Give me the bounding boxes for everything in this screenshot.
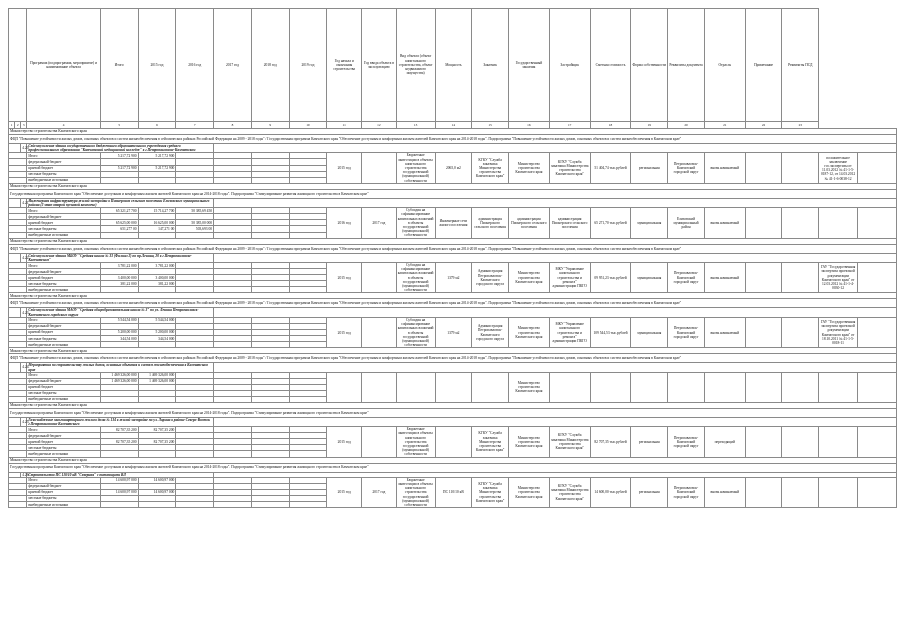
start-year: 2015 год	[327, 317, 362, 347]
finance-value: 65 321,27 700	[100, 208, 138, 214]
status-note: вновь начинаемый	[704, 208, 745, 238]
finance-value: 147,271 00	[138, 226, 176, 232]
customer: администрация Пионерского сельского поселения	[472, 208, 509, 238]
finance-value	[176, 502, 214, 508]
object-kind: Субсидия на софинансирование капитальных вложений в объекты государственной (муниципальной) собственности	[397, 208, 434, 238]
object-filler	[214, 363, 897, 372]
object-number: 4.24.	[21, 363, 27, 372]
blank-cell	[857, 477, 896, 507]
blank-cell	[857, 153, 896, 183]
finance-value: 344,54 000	[138, 336, 176, 342]
header-cell: Год ввода объекта в эксплуатацию	[362, 9, 397, 122]
program-label: ФЦП "Повышение устойчивости жилых домов, основных объектов и систем жизнеобеспечения в сейсмических районах Российской Федерации на 2009 - 2018 годы" / Государственная программа Камчатского края "Обеспечение доступным и комфортным жильем жителей Камчатского края на 2014-2018 годы". Подпрограмма "Повышение устойчивости жилых домов, основных объектов и систем жизнеобеспечения в Камчатском крае"	[9, 354, 897, 363]
object-spacer	[9, 198, 21, 207]
finance-value: 1 469 326,00 000	[138, 378, 176, 384]
estimated-cost	[590, 372, 631, 402]
developer: администрация Пионерского сельского поселения	[549, 208, 590, 238]
object-kind: Бюджетные инвестиции в объекты капитального строительства государственной (муниципальной) собственности	[396, 427, 435, 457]
program-label: ФЦП "Повышение устойчивости жилых домов, основных объектов и систем жизнеобеспечения в сейсмических районах Российской Федерации на 2009 - 2018 годы" / Государственная программа Камчатского края "Обеспечение доступным и комфортным жильем жителей Камчатского края на 2014-2018 годы". Подпрограмма "Повышение устойчивости жилых домов, основных объектов и систем жизнеобеспечения в Камчатском крае"	[9, 244, 897, 253]
object-kind: Бюджетные инвестиции в объекты капитального строительства государственной (муниципальной) собственности	[396, 153, 435, 183]
investment-table	[8, 8, 897, 508]
status-note: вновь начинаемый	[704, 477, 745, 507]
column-number: 21	[704, 122, 745, 129]
finance-value: 50 385,00 000	[176, 220, 214, 226]
end-year	[362, 317, 397, 347]
finance-label: Итого	[27, 427, 100, 433]
start-year: 2015 год	[327, 477, 362, 507]
finance-value: 5 217,72 900	[138, 153, 176, 159]
object-row	[9, 198, 897, 207]
blank-cell	[782, 263, 819, 293]
program-row	[9, 354, 897, 363]
object-row	[9, 308, 897, 317]
finance-value: 651,277 00	[100, 226, 138, 232]
finance-value: 5 544,54 000	[100, 317, 138, 323]
ownership-form: муниципальная	[631, 317, 668, 347]
ownership-form: муниципальная	[631, 263, 668, 293]
finance-value	[100, 502, 138, 508]
header-row	[9, 9, 897, 122]
status-note: вновь начинаемый	[704, 263, 745, 293]
estimated-cost: 09 951,23 тыс.рублей	[590, 263, 631, 293]
document-sheet	[8, 8, 897, 632]
object-filler	[214, 308, 897, 317]
finance-value: 14 600,97 000	[100, 489, 138, 495]
blank-cell	[782, 208, 819, 238]
state-customer: администрация Пионерского сельского поселения	[508, 208, 549, 238]
finance-value: 1 469 326,00 000	[138, 372, 176, 378]
finance-value: 381,22 000	[138, 281, 176, 287]
district: Петропавловск-Камчатский городской округ	[668, 317, 705, 347]
capacity: Инженерные сети жилого поселения	[435, 208, 472, 238]
finance-label: Итого	[27, 153, 100, 159]
finance-value: 65 625,00 000	[100, 220, 138, 226]
finance-label: федеральный бюджет	[27, 483, 100, 489]
finance-label: местные бюджеты	[27, 390, 100, 396]
header-cell	[9, 9, 27, 122]
object-number: 4.21.	[21, 198, 27, 207]
blank-cell	[782, 317, 819, 347]
end-year: 2017 год	[362, 208, 397, 238]
estimated-cost: 14 600,00 тыс.рублей	[590, 477, 631, 507]
developer: МКУ "Управление капитального строительства и ремонта" администрации ПКГО	[549, 263, 590, 293]
design-docs	[819, 427, 858, 457]
design-docs	[819, 372, 858, 402]
object-filler	[214, 144, 897, 153]
estimated-cost: 65 271,70 тыс.рублей	[590, 208, 631, 238]
capacity: 2065,0 м2	[435, 153, 472, 183]
start-year: 2015 год	[327, 263, 362, 293]
column-number: 12	[362, 122, 397, 129]
program-row	[9, 408, 897, 417]
finance-value: 381,22 000	[100, 281, 138, 287]
column-number: 14	[435, 122, 472, 129]
blank-cell	[857, 427, 896, 457]
column-number: 13	[396, 122, 435, 129]
blank-cell	[857, 372, 896, 402]
header-cell: 2015 год	[138, 9, 176, 122]
column-number: 7	[176, 122, 214, 129]
finance-label: федеральный бюджет	[27, 323, 100, 329]
object-spacer	[9, 308, 21, 317]
finance-label: Итого	[27, 263, 100, 269]
finance-label: краевой бюджет	[27, 330, 100, 336]
state-customer: Министерство строительства Камчатского края	[508, 477, 549, 507]
finance-label: федеральный бюджет	[27, 159, 100, 165]
column-number: 9	[251, 122, 289, 129]
finance-label: местные бюджеты	[27, 226, 100, 232]
customer: КГКУ "Служба заказчика Министерства строительства Камчатского края"	[472, 477, 509, 507]
blank-cell	[857, 317, 896, 347]
state-customer: Министерство строительства Камчатского края	[508, 317, 549, 347]
column-number: 22	[745, 122, 782, 129]
finance-value: 82 707,35 200	[100, 439, 138, 445]
customer	[472, 372, 509, 402]
status-note: вновь начинаемый	[704, 317, 745, 347]
finance-value: 5 217,72 900	[100, 165, 138, 171]
object-row	[9, 417, 897, 426]
finance-value: 5 217,72 900	[100, 153, 138, 159]
object-name: Мероприятия по строительству жилых домов, основных объектов и систем жизнеобеспечения в Камчатском крае	[27, 363, 214, 372]
object-spacer	[9, 363, 21, 372]
capacity: ПС 110/10 кВ	[435, 477, 472, 507]
end-year	[362, 427, 397, 457]
header-cell: Сметная стоимость	[590, 9, 631, 122]
finance-value: 82 707,35 200	[138, 427, 176, 433]
finance-value: 14 600,97 000	[138, 489, 176, 495]
finance-value	[289, 502, 327, 508]
header-cell: 2016 год	[176, 9, 214, 122]
developer: КГКУ "Служба заказчика Министерства строительства Камчатского края"	[549, 153, 590, 183]
developer	[549, 372, 590, 402]
finance-label: внебюджетные источники	[27, 177, 100, 183]
finance-label: внебюджетные источники	[27, 342, 100, 348]
blank-cell	[857, 263, 896, 293]
district: Елизовский муниципальный район	[668, 208, 705, 238]
object-kind: Бюджетные инвестиции в объекты капитального строительства государственной (муниципальной) собственности	[396, 477, 435, 507]
design-docs	[819, 208, 858, 238]
capacity: 1379 м2	[435, 317, 472, 347]
object-filler	[214, 417, 897, 426]
finance-value: 3 781,22 000	[138, 263, 176, 269]
column-number-row	[9, 122, 897, 129]
object-number: 4.25.	[21, 417, 27, 426]
state-customer: Министерство строительства Камчатского края	[508, 263, 549, 293]
end-year	[362, 372, 397, 402]
program-row	[9, 189, 897, 198]
program-row	[9, 135, 897, 144]
object-number: 4.23.	[21, 308, 27, 317]
finance-label: федеральный бюджет	[27, 378, 100, 384]
finance-value: 82 707,35 200	[100, 427, 138, 433]
finance-label: федеральный бюджет	[27, 269, 100, 275]
ministry-label: Министерство строительства Камчатского края	[9, 238, 897, 244]
object-spacer	[9, 417, 21, 426]
customer: КГКУ "Служба заказчика Министерства строительства Камчатского края"	[472, 153, 509, 183]
estimated-cost: 109 544,53 тыс.рублей	[590, 317, 631, 347]
object-kind: Субсидия на софинансирование капитальных вложений в объекты государственной (муниципальной) собственности	[397, 263, 434, 293]
finance-label: местные бюджеты	[27, 336, 100, 342]
header-cell: Программа (подпрограмма, мероприятие) и наименование объекта	[27, 9, 100, 122]
end-year	[362, 263, 397, 293]
ministry-label: Министерство строительства Камчатского края	[9, 348, 897, 354]
finance-value: 5 200,00 000	[100, 330, 138, 336]
column-number: 15	[472, 122, 509, 129]
district: Петропавловск-Камчатский городской округ	[668, 153, 705, 183]
blank-cell	[745, 372, 782, 402]
status-note: переходящий	[704, 427, 745, 457]
object-filler	[214, 198, 897, 207]
district: Петропавловск-Камчатский городской округ	[668, 427, 705, 457]
ministry-label: Министерство строительства Камчатского края	[9, 293, 897, 299]
design-docs	[819, 477, 858, 507]
finance-label: краевой бюджет	[27, 439, 100, 445]
finance-label: внебюджетные источники	[27, 451, 100, 457]
start-year: 2016 год	[327, 208, 362, 238]
column-number: 23	[782, 122, 819, 129]
estimated-cost: 51 404,74 тыс.рублей	[590, 153, 631, 183]
column-number: 2	[15, 122, 21, 129]
state-customer: Министерство строительства Камчатского края	[508, 153, 549, 183]
finance-value: 3 400,00 000	[138, 275, 176, 281]
finance-label: краевой бюджет	[27, 220, 100, 226]
blank-cell	[782, 153, 819, 183]
object-name: Строительство ПС 110/10 кВ "Северная" с питающими ВЛ	[27, 472, 214, 477]
object-kind: Субсидия на софинансирование капитальных вложений в объекты государственной (муниципальной) собственности	[397, 317, 434, 348]
column-number: 4	[27, 122, 100, 129]
program-label: Государственная программа Камчатского края "Обеспечение доступным и комфортным жильем жителей Камчатского края на 2014-2018 годы". Подпрограмма "Стимулирование развития жилищного строительства в Камчатском крае"	[9, 189, 897, 198]
program-label: ФЦП "Повышение устойчивости жилых домов, основных объектов и систем жизнеобеспечения в сейсмических районах Российской Федерации на 2009 - 2018 годы" / Государственная программа Камчатского края "Обеспечение доступным и комфортным жильем жителей Камчатского края на 2014-2018 годы". Подпрограмма "Повышение устойчивости жилых домов, основных объектов и систем жизнеобеспечения в Камчатском крае"	[9, 135, 897, 144]
blank-cell	[745, 208, 782, 238]
finance-label: краевой бюджет	[27, 275, 100, 281]
finance-value: 14 600,97 000	[100, 477, 138, 483]
header-cell: 2019 год	[289, 9, 327, 122]
ownership-form: региональная	[631, 477, 668, 507]
object-name: Инженерная инфраструктура жилой застройки в Пионерском сельском поселении Елизовского муниципального района (2 этап второй пусковой комплекс)	[27, 198, 214, 207]
finance-value: 5 544,54 000	[138, 317, 176, 323]
finance-label: краевой бюджет	[27, 165, 100, 171]
ministry-label: Министерство строительства Камчатского края	[9, 183, 897, 189]
finance-value: 3 781,22 000	[100, 263, 138, 269]
ministry-label: Министерство строительства Камчатского края	[9, 402, 897, 408]
finance-label: местные бюджеты	[27, 281, 100, 287]
capacity	[435, 427, 472, 457]
program-label: Государственная программа Камчатского края "Обеспечение доступным и комфортным жильем жителей Камчатского края на 2014-2018 годы". Подпрограмма "Стимулирование развития жилищного строительства в Камчатском крае"	[9, 408, 897, 417]
ministry-label: Министерство строительства Камчатского края	[9, 129, 897, 135]
object-spacer	[9, 253, 21, 262]
status-note: вновь начинаемый	[704, 153, 745, 183]
finance-value: 344,54 000	[100, 336, 138, 342]
blank-cell	[745, 153, 782, 183]
object-name: Сейсмоусиление здания МБОУ "Средняя школа № 33 (Филиал 2) по пр.Ленина, 20 в г.Петропавловске-Камчатском"	[27, 253, 214, 262]
object-filler	[214, 253, 897, 262]
header-cell: 2018 год	[251, 9, 289, 122]
finance-label: внебюджетные источники	[27, 287, 100, 293]
column-number: 6	[138, 122, 176, 129]
state-customer: Министерство строительства Камчатского края	[508, 372, 549, 402]
finance-value: 16 625,00 000	[138, 220, 176, 226]
status-note	[704, 372, 745, 402]
estimated-cost: 82 707,35 тыс.рублей	[590, 427, 631, 457]
header-cell: Год начала и окончания строительства	[327, 9, 362, 122]
capacity: 1379 м2	[435, 263, 472, 293]
blank-cell	[745, 427, 782, 457]
customer: Администрация Петропавловск-Камчатского городского округа	[472, 263, 509, 293]
design-docs: ГАУ "Государственная экспертиза проектной документации Камчатского края" от 12.03.2012 № 41-1-4-0030-12	[819, 263, 858, 293]
header-cell: Форма собственности	[631, 9, 668, 122]
finance-value: 1 469 326,00 000	[100, 372, 138, 378]
header-cell: Отрасль	[704, 9, 745, 122]
finance-label: внебюджетные источники	[27, 232, 100, 238]
capacity	[435, 372, 472, 402]
program-row	[9, 299, 897, 308]
finance-value: 14 600,97 000	[138, 477, 176, 483]
column-number: 16	[508, 122, 549, 129]
column-number: 11	[327, 122, 362, 129]
column-number: 1	[9, 122, 15, 129]
finance-label: местные бюджеты	[27, 495, 100, 501]
finance-label: Итого	[27, 477, 100, 483]
blank-cell	[745, 317, 782, 347]
object-number: 4.26.	[22, 472, 30, 477]
developer: КГКУ "Служба заказчика Министерства строительства Камчатского края"	[549, 427, 590, 457]
finance-label: Итого	[27, 317, 100, 323]
start-year	[327, 372, 362, 402]
column-number: 20	[668, 122, 705, 129]
finance-label: Итого	[27, 372, 100, 378]
finance-label: федеральный бюджет	[27, 433, 100, 439]
finance-value	[138, 502, 176, 508]
finance-value: 3 400,00 000	[100, 275, 138, 281]
finance-value	[251, 502, 289, 508]
program-label: ФЦП "Повышение устойчивости жилых домов, основных объектов и систем жизнеобеспечения в сейсмических районах Российской Федерации на 2009 - 2018 годы" / Государственная программа Камчатского края "Обеспечение доступным и комфортным жильем жителей Камчатского края на 2014-2018 годы". Подпрограмма "Повышение устойчивости жилых домов, основных объектов и систем жизнеобеспечения в Камчатском крае"	[9, 299, 897, 308]
ownership-form: муниципальная	[631, 208, 668, 238]
finance-label: местные бюджеты	[27, 171, 100, 177]
header-cell: Примечание	[745, 9, 782, 122]
column-number: 17	[549, 122, 590, 129]
finance-value: 82 707,35 200	[138, 439, 176, 445]
customer: Администрация Петропавловск-Камчатского городского округа	[472, 317, 509, 347]
end-year	[362, 153, 397, 183]
column-number: 18	[590, 122, 631, 129]
finance-label: внебюджетные источники	[27, 502, 100, 508]
design-docs: положительное заключение гос.экспертизы от 11.03.2012 № 41-1-5-0187-12, от 14.03.2012 № 41-1-6-0038-12	[819, 153, 858, 183]
header-cell: Застройщик	[549, 9, 590, 122]
object-name: Газоснабжение многоквартирного жилого дома № 134 в жилой застройке по ул. Ларина в районе Северо-Восток г.Петропавловска-Камчатского	[27, 417, 214, 426]
header-cell: Заказчик	[472, 9, 509, 122]
finance-value: 15 714,27 700	[138, 208, 176, 214]
object-name: Сейсмоусиление здания государственного бюджетного образовательного учреждения среднего профессионального образования "Камчатский медицинский колледж" в г.Петропавловске-Камчатском	[27, 144, 214, 153]
finance-value: 50 385,69 450	[176, 208, 214, 214]
program-label: Государственная программа Камчатского края "Обеспечение доступным и комфортным жильем жителей Камчатского края на 2014-2018 годы". Подпрограмма "Стимулирование развития жилищного строительства в Камчатском крае"	[9, 463, 897, 472]
header-cell: Государственный заказчик	[508, 9, 549, 122]
finance-label: федеральный бюджет	[27, 214, 100, 220]
ownership-form: региональная	[631, 427, 668, 457]
end-year: 2017 год	[362, 477, 397, 507]
design-docs: ГАУ "Государственная экспертиза проектной документации Камчатского края" от 18.10.2011 № 41-1-5-0018-11	[819, 317, 858, 347]
finance-value: 5 200,00 000	[138, 330, 176, 336]
finance-value: 503,693 00	[176, 226, 214, 232]
header-cell: Реквизиты ПСД	[782, 9, 819, 122]
object-name: Сейсмоусиление здания МАОУ "Средняя общеобразовательная школа № 3" по ул. Ленина Петропавловск-Камчатского городского округа	[27, 308, 214, 317]
column-number: 10	[289, 122, 327, 129]
row-indent	[9, 502, 27, 508]
blank-cell	[745, 263, 782, 293]
customer: КГКУ "Служба заказчика Министерства строительства Камчатского края"	[472, 427, 509, 457]
finance-label: внебюджетные источники	[27, 396, 100, 402]
header-cell: Мощность	[435, 9, 472, 122]
object-row	[9, 144, 897, 153]
header-cell: Вид объекта (объект капитального строительства, объект недвижимого имущества)	[396, 9, 435, 122]
ownership-form	[631, 372, 668, 402]
object-number: 4.20.	[21, 144, 27, 153]
column-number: 3	[21, 122, 27, 129]
object-spacer	[9, 144, 21, 153]
finance-value	[214, 502, 252, 508]
finance-value: 1 469 326,00 000	[100, 378, 138, 384]
column-number: 5	[100, 122, 138, 129]
header-cell: Реквизиты документа	[668, 9, 705, 122]
blank-cell	[782, 427, 819, 457]
start-year: 2015 год	[327, 153, 362, 183]
object-row	[9, 363, 897, 372]
ministry-label: Министерство строительства Камчатского края	[9, 457, 897, 463]
blank-cell	[745, 477, 782, 507]
blank-cell	[857, 208, 896, 238]
finance-label: краевой бюджет	[27, 489, 100, 495]
object-kind	[396, 372, 435, 402]
blank-cell	[782, 477, 819, 507]
program-row	[9, 244, 897, 253]
object-row	[9, 253, 897, 262]
header-cell: Итого	[100, 9, 138, 122]
district: Петропавловск-Камчатский городской округ	[668, 263, 705, 293]
finance-value: 5 217,72 900	[138, 165, 176, 171]
header-cell: 2017 год	[214, 9, 252, 122]
finance-label: краевой бюджет	[27, 384, 100, 390]
district: Петропавловск-Камчатский городской округ	[668, 477, 705, 507]
district	[668, 372, 705, 402]
object-number: 4.22.	[21, 253, 27, 262]
ownership-form: региональная	[631, 153, 668, 183]
state-customer: Министерство строительства Камчатского края	[508, 427, 549, 457]
finance-label: Итого	[27, 208, 100, 214]
blank-cell	[782, 372, 819, 402]
developer: МКУ "Управление капитального строительства и ремонта" администрации ПКГО	[549, 317, 590, 347]
program-row	[9, 463, 897, 472]
finance-label: местные бюджеты	[27, 445, 100, 451]
column-number: 8	[214, 122, 252, 129]
start-year: 2015 год	[327, 427, 362, 457]
column-number: 19	[631, 122, 668, 129]
developer: КГКУ "Служба заказчика Министерства строительства Камчатского края"	[549, 477, 590, 507]
